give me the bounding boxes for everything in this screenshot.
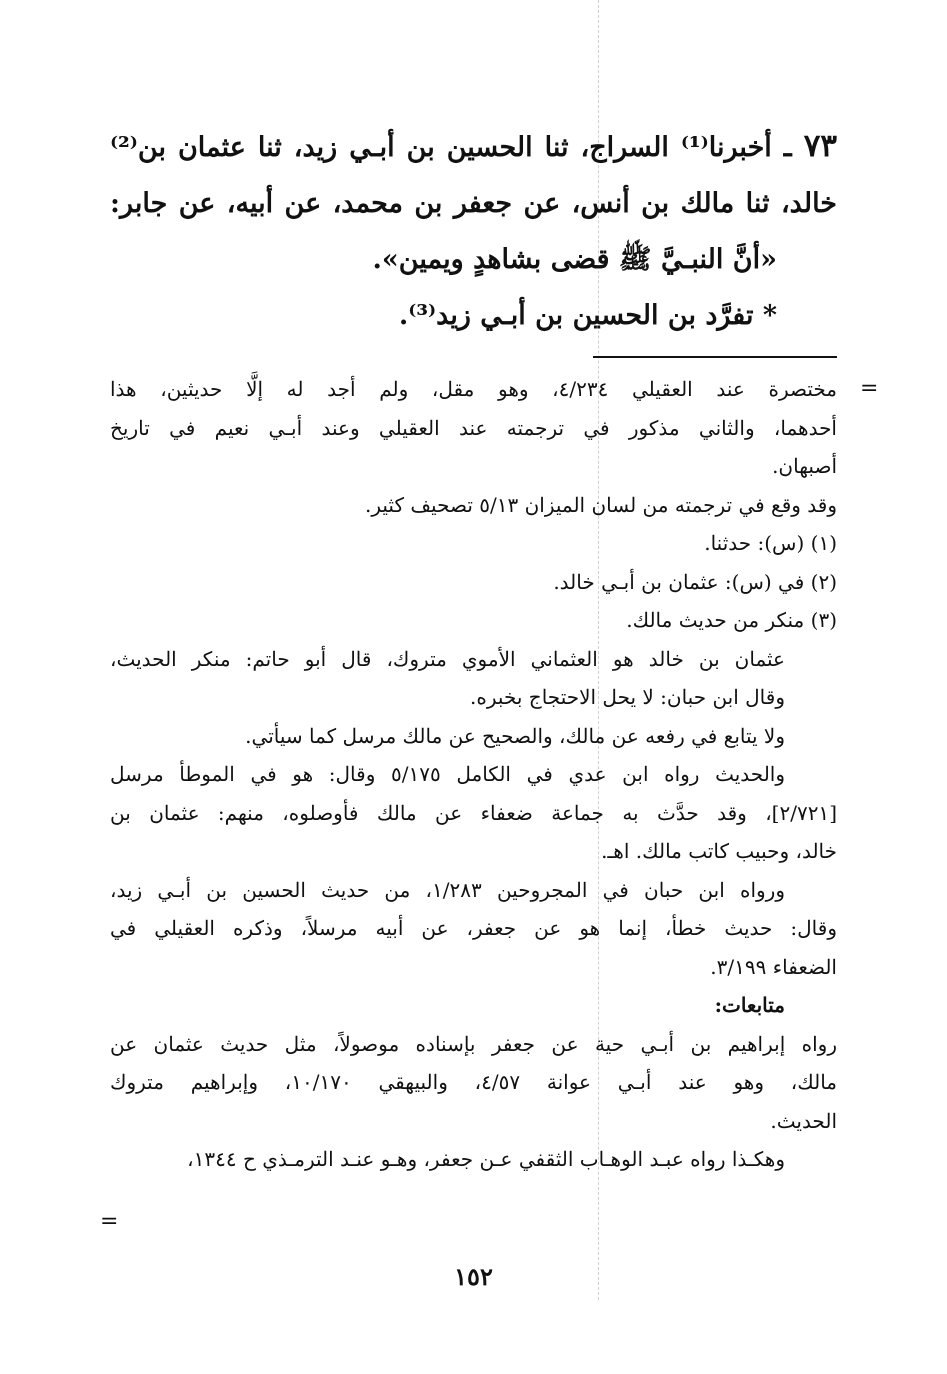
footnote-1: (١) (س): حدثنا. — [704, 531, 837, 555]
footnote-line: مالك، وهو عند أبـي عوانة ٤/٥٧، والبيهقي ١٠/١٧٠، وإبراهيم متروك — [110, 1070, 837, 1094]
footnote-line: وقال: حديث خطأ، إنما هو عن جعفر، عن أبيه مرسلاً، وذكره العقيلي في — [110, 916, 837, 940]
footnotes — [110, 370, 837, 1179]
footnote-3: (٣) منكر من حديث مالك. — [626, 608, 837, 632]
continuation-mark: = — [860, 376, 879, 401]
footnote-line: أحدهما، والثاني مذكور في ترجمته عند العقيلي وعند أبـي نعيم في تاريخ — [110, 415, 837, 440]
footnote-line: وقد وقع في ترجمته من لسان الميزان ٥/١٣ تصحيف كثير. — [364, 492, 837, 517]
footnote-line: أصبهان. — [772, 454, 837, 478]
footnote-line: ورواه ابن حبان في المجروحين ١/٢٨٣، من حديث الحسين بن أبـي زيد، — [110, 877, 785, 902]
hadith-line-1 — [110, 118, 837, 176]
section-heading: متابعات: — [714, 993, 785, 1017]
hadith-number: ٧٣ — [803, 128, 837, 164]
footnote-line: خالد، وحبيب كاتب مالك. اهـ. — [601, 839, 837, 863]
footnote-line: [٢/٧٢١]، وقد حدَّث به جماعة ضعفاء عن مالك فأوصلوه، منهم: عثمان بن — [110, 800, 837, 825]
footnote-line: وهكـذا رواه عبـد الوهـاب الثقفي عـن جعفر، وهـو عنـد الترمـذي ح ١٣٤٤، — [187, 1147, 785, 1171]
footnote-line: رواه إبراهيم بن أبـي حية عن جعفر بإسناده موصولاً، مثل حديث عثمان عن — [110, 1031, 837, 1056]
hadith-line-text: ـ أخبرنا⁽¹⁾ السراج، ثنا الحسين بن أبـي زيد، ثنا عثمان بن⁽²⁾ — [110, 132, 792, 163]
continuation-mark-end: = — [100, 1209, 119, 1234]
footnote-line: الضعفاء ٣/١٩٩. — [710, 954, 837, 979]
footnote-line: الحديث. — [770, 1108, 837, 1133]
footnote-line: ولا يتابع في رفعه عن مالك، والصحيح عن مالك مرسل كما سيأتي. — [245, 723, 785, 748]
footnote-separator — [593, 356, 837, 358]
footnote-line: مختصرة عند العقيلي ٤/٢٣٤، وهو مقل، ولم أجد له إلَّا حديثين، هذا — [110, 377, 838, 401]
page-number: ١٥٢ — [454, 1262, 493, 1291]
footnote-line: عثمان بن خالد هو العثماني الأموي متروك، قال أبو حاتم: منكر الحديث، — [110, 646, 785, 671]
hadith-comment: * تفرَّد بن الحسين بن أبـي زيد⁽³⁾. — [398, 300, 777, 331]
footnote-2: (٢) في (س): عثمان بن أبـي خالد. — [553, 569, 837, 594]
hadith-text — [110, 118, 837, 344]
hadith-matn: «أنَّ النبـيَّ ﷺ قضى بشاهدٍ ويمين». — [372, 244, 777, 275]
footnote-line: والحديث رواه ابن عدي في الكامل ٥/١٧٥ وقال: هو في الموطأ مرسل — [110, 762, 786, 786]
footnote-line: وقال ابن حبان: لا يحل الاحتجاج بخبره. — [470, 685, 785, 709]
hadith-line-2: خالد، ثنا مالك بن أنس، عن جعفر بن محمد، عن أبيه، عن جابر: — [110, 188, 837, 219]
